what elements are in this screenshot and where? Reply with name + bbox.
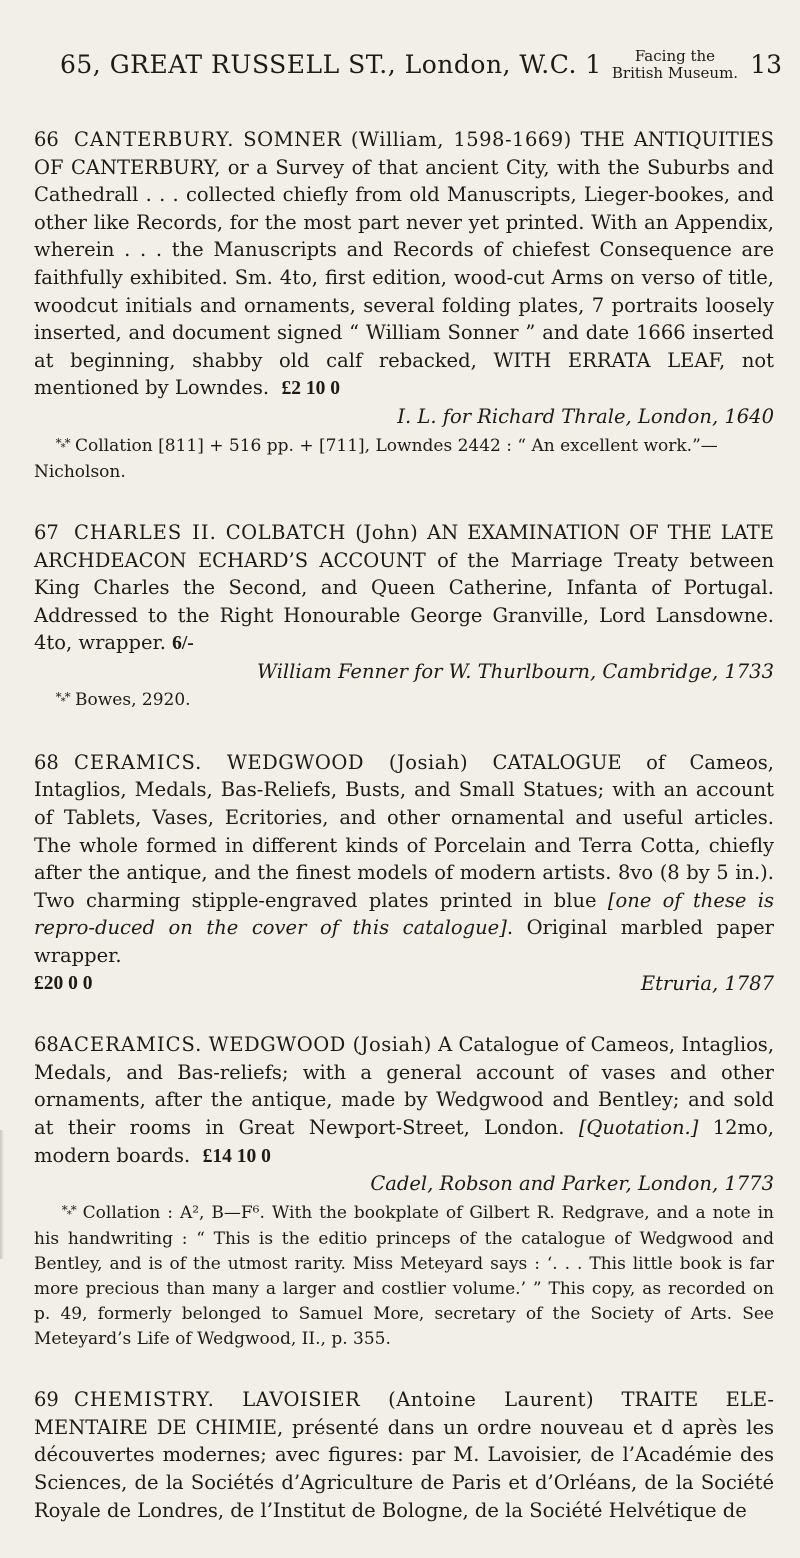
entry-heading: CHEMISTRY. [74, 1388, 215, 1412]
catalogue-entry [34, 749, 774, 997]
entry-note [34, 431, 774, 485]
entry-price: £20 0 0 [34, 972, 93, 994]
header-facing-line2: British Museum. [611, 64, 739, 82]
entry-heading: CERAMICS. [74, 1033, 203, 1057]
entry-body [34, 519, 774, 658]
entry-note-text: Collation [811] + 516 pp. + [711], Lowndes 2442 : “ An excellent work.”— Nicholson. [34, 435, 718, 482]
entry-description: TRAITE ELE-MENTAIRE DE CHIMIE, présenté dans un ordre nouveau et d après les découvertes modernes; avec figures: par M. Lavoisier, de l’Académie des Sciences, de la Sociétés d’Agriculture de Paris et d’Orléans, de la Société Royale de Londres, de l’Institut de Bologne, de la Société Helvétique de [34, 1388, 774, 1522]
entry-imprint-line [34, 970, 774, 998]
header-facing-line1: Facing the [634, 47, 716, 65]
entry-number: 68 [34, 750, 59, 774]
entry-number: 67 [34, 520, 59, 544]
header-address: 65, GREAT RUSSELL ST., London, W.C. 1 [60, 50, 602, 79]
entry-number: 66 [34, 128, 59, 151]
entry-author: SOMNER (William, 1598-1669) [243, 128, 572, 151]
entry-description-tail: 12mo, modern boards. [34, 1116, 774, 1167]
entry-imprint: William Fenner for W. Thurlbourn, Cambridge, 1733 [257, 659, 774, 683]
entry-bracket-note: [one of these is repro-duced on the cover of this catalogue] [34, 888, 774, 940]
entry-description: AN EXAMINATION OF THE LATE ARCHDEACON ECHARD’S ACCOUNT of the Marriage Treaty between King Charles the Second, and Queen Catherine, Infanta of Portugal. Addressed to the Right Honourable George Granville, Lord Lansdowne. 4to, wrapper. [34, 520, 774, 655]
entry-number: 68A [34, 1033, 73, 1057]
catalogue-entry [34, 126, 774, 485]
entry-imprint: I. L. for Richard Thrale, London, 1640 [397, 404, 774, 428]
entry-body [34, 126, 774, 403]
entry-heading: CANTERBURY. [74, 128, 235, 151]
entry-imprint: Cadel, Robson and Parker, London, 1773 [370, 1172, 774, 1196]
page-number: 13 [750, 50, 782, 79]
asterism-icon: *** [55, 690, 70, 708]
entry-description-tail: . Original marbled paper wrapper. [34, 916, 774, 968]
asterism-icon: *** [55, 435, 70, 453]
entry-author: WEDGWOOD (Josiah) [208, 1033, 432, 1057]
entry-body [34, 1031, 774, 1170]
catalogue-entry [34, 1386, 774, 1524]
page-edge-shadow [0, 1130, 4, 1259]
entry-description: CATALOGUE of Cameos, Intaglios, Medals, Bas-Reliefs, Busts, and Small Statues; with an account of Tablets, Vases, Ecritories, and other ornamental and useful articles. The whole formed in different kinds of Porcelain and Terra Cotta, chiefly after the antique, and the finest models of modern artists. 8vo (8 by 5 in.). Two charming stipple-engraved plates printed in blue [34, 750, 775, 912]
entry-description: A Catalogue of Cameos, Intaglios, Medals, and Bas-reliefs; with a general account of vases and other ornaments, after the antique, made by Wedgwood and Bentley; and sold at their rooms in Great Newport-Street, London. [34, 1033, 775, 1139]
entry-number: 69 [34, 1388, 59, 1412]
entry-author: WEDGWOOD (Josiah) [226, 750, 469, 774]
asterism-icon: *** [61, 1202, 76, 1221]
entry-bracket-note: [Quotation.] [578, 1116, 699, 1139]
page-header [60, 48, 782, 92]
entry-imprint: Etruria, 1787 [640, 971, 774, 995]
entry-note [34, 1198, 774, 1352]
entry-price: £2 10 0 [281, 378, 340, 400]
catalogue-entry [34, 519, 774, 715]
entry-description: THE ANTIQUITIES OF CANTERBURY, or a Survey of that ancient City, with the Suburbs and Cathedrall . . . collected chiefly from old Manuscripts, Lieger-bookes, and other like Records, for the most part never yet printed. With an Appendix, wherein . . . the Manuscripts and Records of chiefest Consequence are faithfully exhibited. Sm. 4to, first edition, wood-cut Arms on verso of title, woodcut initials and ornaments, several folding plates, 7 portraits loosely inserted, and document signed “ William Sonner ” and date 1666 inserted at beginning, shabby old calf rebacked, WITH ERRATA LEAF, not mentioned by Lowndes. [34, 128, 774, 400]
entry-note [34, 685, 774, 714]
entry-body [34, 749, 774, 970]
entry-price: 6/- [172, 633, 194, 655]
entry-heading: CHARLES II. [74, 520, 217, 544]
entry-heading: CERAMICS. [74, 750, 203, 774]
catalogue-entry [34, 1031, 774, 1352]
header-facing-note [595, 48, 755, 82]
entry-body [34, 1386, 774, 1524]
entry-author: COLBATCH (John) [225, 520, 419, 544]
entry-note-text: Bowes, 2920. [75, 690, 191, 711]
entry-note-text: Collation : A², B—F⁶. With the bookplate of Gilbert R. Redgrave, and a note in his handwriting : “ This is the editio princeps of the catalogue of Wedgwood and Bentley, and is of the utmost rarity. Miss Meteyard says : ‘. . . This little book is far more precious than many a larger and costlier volume.’ ” This copy, as recorded on p. 49, formerly belonged to Samuel More, secretary of the Society of Arts. See Meteyard’s Life of Wedgwood, II., p. 355. [34, 1202, 774, 1350]
entry-price: £14 10 0 [202, 1145, 271, 1167]
entry-author: LAVOISIER (Antoine Laurent) [242, 1388, 595, 1412]
catalogue-entries [34, 126, 774, 1558]
